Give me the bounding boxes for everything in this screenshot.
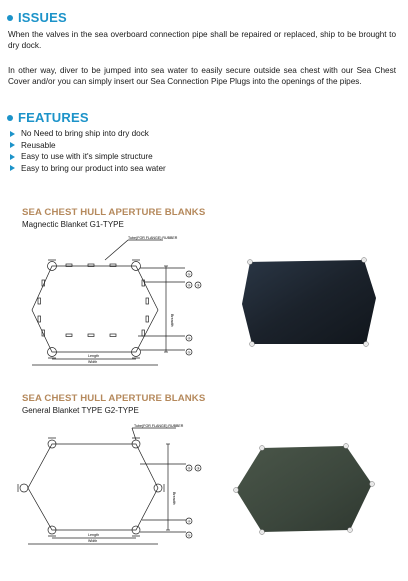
product1-title: SEA CHEST HULL APERTURE BLANKS xyxy=(22,207,206,218)
features-list xyxy=(10,128,166,174)
product1-technical-drawing xyxy=(28,234,218,369)
product1-photo xyxy=(238,252,378,352)
product2-photo xyxy=(232,438,382,538)
product1-breadth-label: Breadth xyxy=(170,314,174,327)
triangle-bullet-icon xyxy=(10,165,15,171)
product2-width-label: Width xyxy=(88,539,98,543)
callout-4: ④ xyxy=(187,336,191,341)
product2-title: SEA CHEST HULL APERTURE BLANKS xyxy=(22,393,206,404)
callout-2: ② xyxy=(187,283,191,288)
issues-paragraph-1: When the valves in the sea overboard connection pipe shall be repaired or replaced, ship to be brought to dry dock. xyxy=(8,30,396,50)
triangle-bullet-icon xyxy=(10,142,15,148)
triangle-bullet-icon xyxy=(10,154,15,160)
features-title: FEATURES xyxy=(18,110,89,125)
product2-length-label: Length xyxy=(88,533,99,537)
product1-length-label: Length xyxy=(88,354,99,358)
callout-3: ③ xyxy=(196,466,200,471)
product2-subtitle: General Blanket TYPE G2-TYPE xyxy=(22,406,139,415)
callout-2: ② xyxy=(187,466,191,471)
issues-paragraph-2: In other way, diver to be jumped into sea water to easily secure outside sea chest with our Sea Chest Cover and/or you can simply insert our Sea Connection Pipe Plugs into the openings of the pipes. xyxy=(8,66,396,86)
feature-item: Reusable xyxy=(10,140,166,152)
product1-subtitle: Magnectic Blanket G1-TYPE xyxy=(22,220,124,229)
callout-1: ① xyxy=(187,350,191,355)
issues-title: ISSUES xyxy=(18,10,67,25)
feature-item: No Need to bring ship into dry dock xyxy=(10,128,166,140)
product2-top-note: Tube(FOR FLANGE) RUBBER xyxy=(134,424,184,428)
callout-3: ③ xyxy=(196,283,200,288)
product1-width-label: Width xyxy=(88,360,98,364)
triangle-bullet-icon xyxy=(10,131,15,137)
product2-breadth-label: Breadth xyxy=(172,492,176,505)
feature-item: Easy to use with it's simple structure xyxy=(10,151,166,163)
features-heading xyxy=(7,110,89,125)
callout-4: ④ xyxy=(187,519,191,524)
callout-5: ⑤ xyxy=(187,533,191,538)
product2-technical-drawing xyxy=(16,420,216,552)
bullet-dot-icon xyxy=(7,15,13,21)
bullet-dot-icon xyxy=(7,115,13,121)
feature-item: Easy to bring our product into sea water xyxy=(10,163,166,175)
issues-heading xyxy=(7,10,67,25)
product1-top-note: Tube(FOR FLANGE) RUBBER xyxy=(128,236,178,240)
callout-5: ⑤ xyxy=(187,272,191,277)
